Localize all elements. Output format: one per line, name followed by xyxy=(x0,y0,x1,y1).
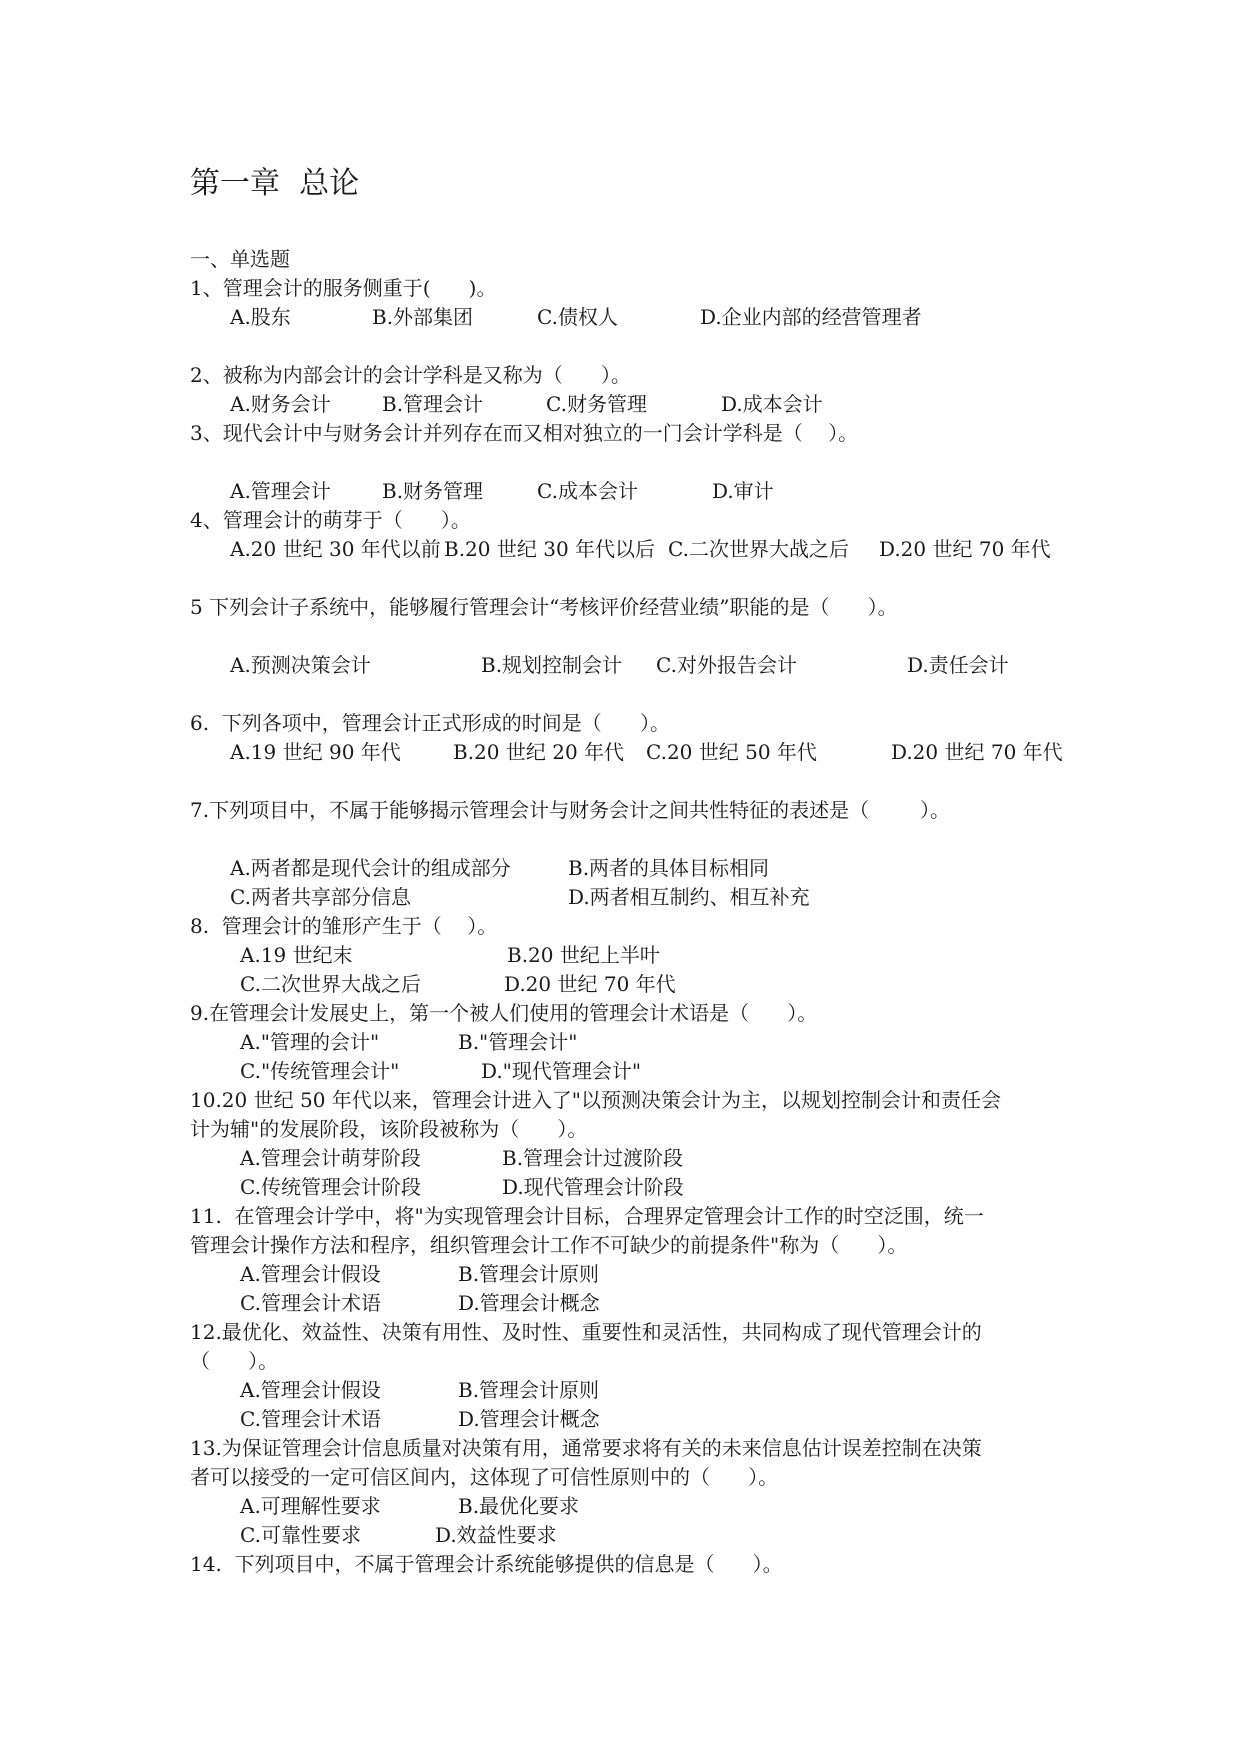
chapter-title: 第一章 总论 xyxy=(190,166,360,201)
option-b: B.20 世纪 30 年代以后 xyxy=(444,537,656,561)
option-d: D.成本会计 xyxy=(721,392,823,416)
question-stem-continued: 者可以接受的一定可信区间内，这体现了可信性原则中的（ ）。 xyxy=(190,1465,779,1489)
option-c: C.二次世界大战之后 xyxy=(240,972,421,996)
question-stem: 9.在管理会计发展史上，第一个被人们使用的管理会计术语是（ ）。 xyxy=(190,1001,818,1025)
option-d: D.企业内部的经营管理者 xyxy=(700,305,922,329)
option-c: C.两者共享部分信息 xyxy=(230,885,411,909)
option-d: D.管理会计概念 xyxy=(458,1407,600,1431)
option-b: B.20 世纪 20 年代 xyxy=(453,740,625,764)
question-stem: 10.20 世纪 50 年代以来，管理会计进入了"以预测决策会计为主，以规划控制会计和责任会 xyxy=(190,1088,1001,1112)
option-d: D.20 世纪 70 年代 xyxy=(891,740,1063,764)
option-a: A.19 世纪 90 年代 xyxy=(230,740,401,764)
question-stem: 13.为保证管理会计信息质量对决策有用，通常要求将有关的未来信息估计误差控制在决策 xyxy=(190,1436,982,1460)
question-stem: 11. 在管理会计学中，将"为实现管理会计目标，合理界定管理会计工作的时空泛围，统一 xyxy=(190,1204,984,1228)
option-b: B.规划控制会计 xyxy=(481,653,623,677)
option-b: B.财务管理 xyxy=(382,479,484,503)
option-d: D.审计 xyxy=(712,479,774,503)
question-stem: 8. 管理会计的雏形产生于（ ）。 xyxy=(190,914,498,938)
option-d: D.两者相互制约、相互补充 xyxy=(568,885,810,909)
question-stem-continued: （ ）。 xyxy=(190,1349,279,1373)
option-c: C.传统管理会计阶段 xyxy=(240,1175,421,1199)
question-stem-continued: 管理会计操作方法和程序，组织管理会计工作不可缺少的前提条件"称为（ ）。 xyxy=(190,1233,908,1257)
option-c: C.管理会计术语 xyxy=(240,1291,381,1315)
option-b: B.两者的具体目标相同 xyxy=(568,856,770,880)
option-d: D.管理会计概念 xyxy=(458,1291,600,1315)
option-c: C.二次世界大战之后 xyxy=(668,537,849,561)
question-stem: 1、管理会计的服务侧重于( )。 xyxy=(190,276,497,300)
option-b: B.管理会计过渡阶段 xyxy=(502,1146,684,1170)
option-c: C.财务管理 xyxy=(546,392,647,416)
option-b: B.管理会计 xyxy=(382,392,484,416)
option-b: B."管理会计" xyxy=(458,1030,578,1054)
option-a: A.股东 xyxy=(230,305,291,329)
question-stem: 6. 下列各项中，管理会计正式形成的时间是（ ）。 xyxy=(190,711,670,735)
option-d: D.责任会计 xyxy=(907,653,1009,677)
option-b: B.管理会计原则 xyxy=(458,1378,600,1402)
option-a: A.管理会计假设 xyxy=(240,1262,381,1286)
question-stem: 3、现代会计中与财务会计并列存在而又相对独立的一门会计学科是（ ）。 xyxy=(190,421,859,445)
option-a: A.预测决策会计 xyxy=(230,653,371,677)
option-c: C."传统管理会计" xyxy=(240,1059,400,1083)
option-a: A.可理解性要求 xyxy=(240,1494,381,1518)
option-a: A.两者都是现代会计的组成部分 xyxy=(230,856,511,880)
option-a: A.管理会计 xyxy=(230,479,331,503)
question-stem: 7.下列项目中，不属于能够揭示管理会计与财务会计之间共性特征的表述是（ ）。 xyxy=(190,798,950,822)
option-c: C.20 世纪 50 年代 xyxy=(646,740,817,764)
question-stem: 5 下列会计子系统中，能够履行管理会计“考核评价经营业绩”职能的是（ ）。 xyxy=(190,595,898,619)
option-d: D.20 世纪 70 年代 xyxy=(879,537,1051,561)
section-heading: 一、单选题 xyxy=(190,247,290,271)
option-d: D."现代管理会计" xyxy=(481,1059,642,1083)
question-stem-continued: 计为辅"的发展阶段，该阶段被称为（ ）。 xyxy=(190,1117,588,1141)
option-d: D.20 世纪 70 年代 xyxy=(504,972,676,996)
option-b: B.管理会计原则 xyxy=(458,1262,600,1286)
option-a: A.20 世纪 30 年代以前 xyxy=(230,537,441,561)
option-c: C.可靠性要求 xyxy=(240,1523,361,1547)
option-a: A.财务会计 xyxy=(230,392,331,416)
option-a: A."管理的会计" xyxy=(240,1030,380,1054)
question-stem: 2、被称为内部会计的会计学科是又称为（ ）。 xyxy=(190,363,631,387)
option-b: B.外部集团 xyxy=(372,305,474,329)
option-b: B.20 世纪上半叶 xyxy=(507,943,660,967)
option-a: A.19 世纪末 xyxy=(240,943,353,967)
option-d: D.效益性要求 xyxy=(435,1523,557,1547)
question-stem: 4、管理会计的萌芽于（ ）。 xyxy=(190,508,471,532)
option-c: C.管理会计术语 xyxy=(240,1407,381,1431)
option-b: B.最优化要求 xyxy=(458,1494,580,1518)
question-stem: 12.最优化、效益性、决策有用性、及时性、重要性和灵活性，共同构成了现代管理会计的 xyxy=(190,1320,982,1344)
option-d: D.现代管理会计阶段 xyxy=(502,1175,684,1199)
option-c: C.对外报告会计 xyxy=(656,653,797,677)
option-a: A.管理会计萌芽阶段 xyxy=(240,1146,421,1170)
question-stem: 14. 下列项目中，不属于管理会计系统能够提供的信息是（ ）。 xyxy=(190,1552,783,1576)
option-c: C.债权人 xyxy=(537,305,618,329)
option-c: C.成本会计 xyxy=(537,479,638,503)
option-a: A.管理会计假设 xyxy=(240,1378,381,1402)
